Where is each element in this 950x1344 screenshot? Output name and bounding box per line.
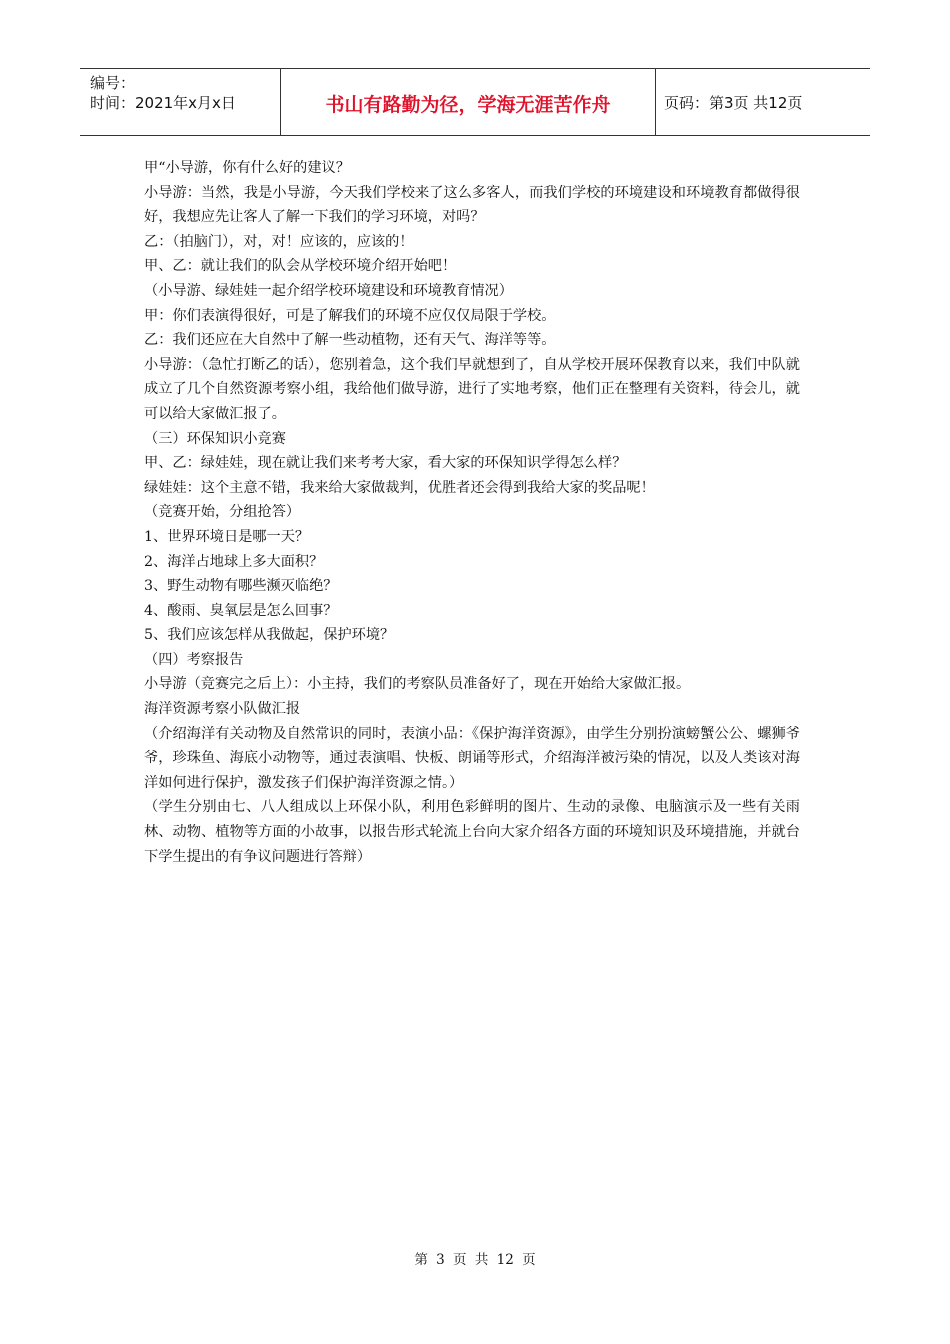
page-header — [80, 68, 870, 136]
section-heading: （四）考察报告 — [144, 651, 244, 668]
quiz-question: 5、我们应该怎样从我做起，保护环境？ — [144, 627, 395, 644]
paragraph: 小导游：当然，我是小导游，今天我们学校来了这么多客人，而我们学校的环境建设和环境教育都做得很好，我想应先让客人了解一下我们的学习环境，对吗？ — [144, 184, 800, 226]
paragraph: 甲、乙：就让我们的队会从学校环境介绍开始吧！ — [144, 258, 457, 275]
paragraph: 甲“小导游，你有什么好的建议？ — [144, 160, 350, 176]
paragraph: 乙：（拍脑门），对，对！应该的，应该的！ — [144, 233, 414, 250]
section-heading: （三）环保知识小竞赛 — [144, 430, 286, 447]
paragraph: （小导游、绿娃娃一起介绍学校环境建设和环境教育情况） — [144, 282, 513, 299]
paragraph: 小导游：（急忙打断乙的话），您别着急，这个我们早就想到了，自从学校开展环保教育以来，我们中队就成立了几个自然资源考察小组，我给他们做导游，进行了实地考察，他们正在整理有关资料，待会儿，就可以给大家做汇报了。 — [144, 356, 800, 422]
paragraph: 甲、乙：绿娃娃，现在就让我们来考考大家，看大家的环保知识学得怎么样？ — [144, 455, 627, 472]
quiz-question: 1、世界环境日是哪一天？ — [144, 528, 310, 545]
paragraph: 甲：你们表演得很好，可是了解我们的环境不应仅仅局限于学校。 — [144, 307, 556, 324]
paragraph: 海洋资源考察小队做汇报 — [144, 701, 301, 718]
quiz-question: 3、野生动物有哪些濒灭临绝？ — [144, 578, 338, 595]
paragraph: 乙：我们还应在大自然中了解一些动植物，还有天气、海洋等等。 — [144, 332, 556, 349]
paragraph: 绿娃娃：这个主意不错，我来给大家做裁判，优胜者还会得到我给大家的奖品呢！ — [144, 479, 655, 496]
paragraph: 小导游（竞赛完之后上）：小主持，我们的考察队员准备好了，现在开始给大家做汇报。 — [144, 676, 691, 693]
paragraph: （竞赛开始，分组抢答） — [144, 504, 301, 521]
header-motto: 书山有路勤为径，学海无涯苦作舟 — [281, 69, 656, 135]
header-meta — [80, 69, 281, 135]
document-body — [144, 156, 800, 869]
quiz-question: 4、酸雨、臭氧层是怎么回事？ — [144, 602, 338, 619]
document-date: 时间：2021年x月x日 — [90, 94, 236, 112]
quiz-question: 2、海洋占地球上多大面积？ — [144, 553, 324, 570]
header-page-info: 页码：第3页 共12页 — [664, 93, 803, 112]
paragraph: （学生分别由七、八人组成以上环保小队，利用色彩鲜明的图片、生动的录像、电脑演示及一些有关雨林、动物、植物等方面的小故事，以报告形式轮流上台向大家介绍各方面的环境知识及环境措施，并就台下学生提出的有争议问题进行答辩） — [144, 799, 800, 865]
page-footer: 第 3 页 共 12 页 — [414, 1252, 536, 1268]
document-number-label: 编号： — [90, 74, 136, 92]
paragraph: （介绍海洋有关动物及自然常识的同时，表演小品：《保护海洋资源》，由学生分别扮演螃蟹公公、螺狮爷爷，珍珠鱼、海底小动物等，通过表演唱、快板、朗诵等形式，介绍海洋被污染的情况，以及人类该对海洋如何进行保护，激发孩子们保护海洋资源之情。） — [144, 725, 800, 791]
